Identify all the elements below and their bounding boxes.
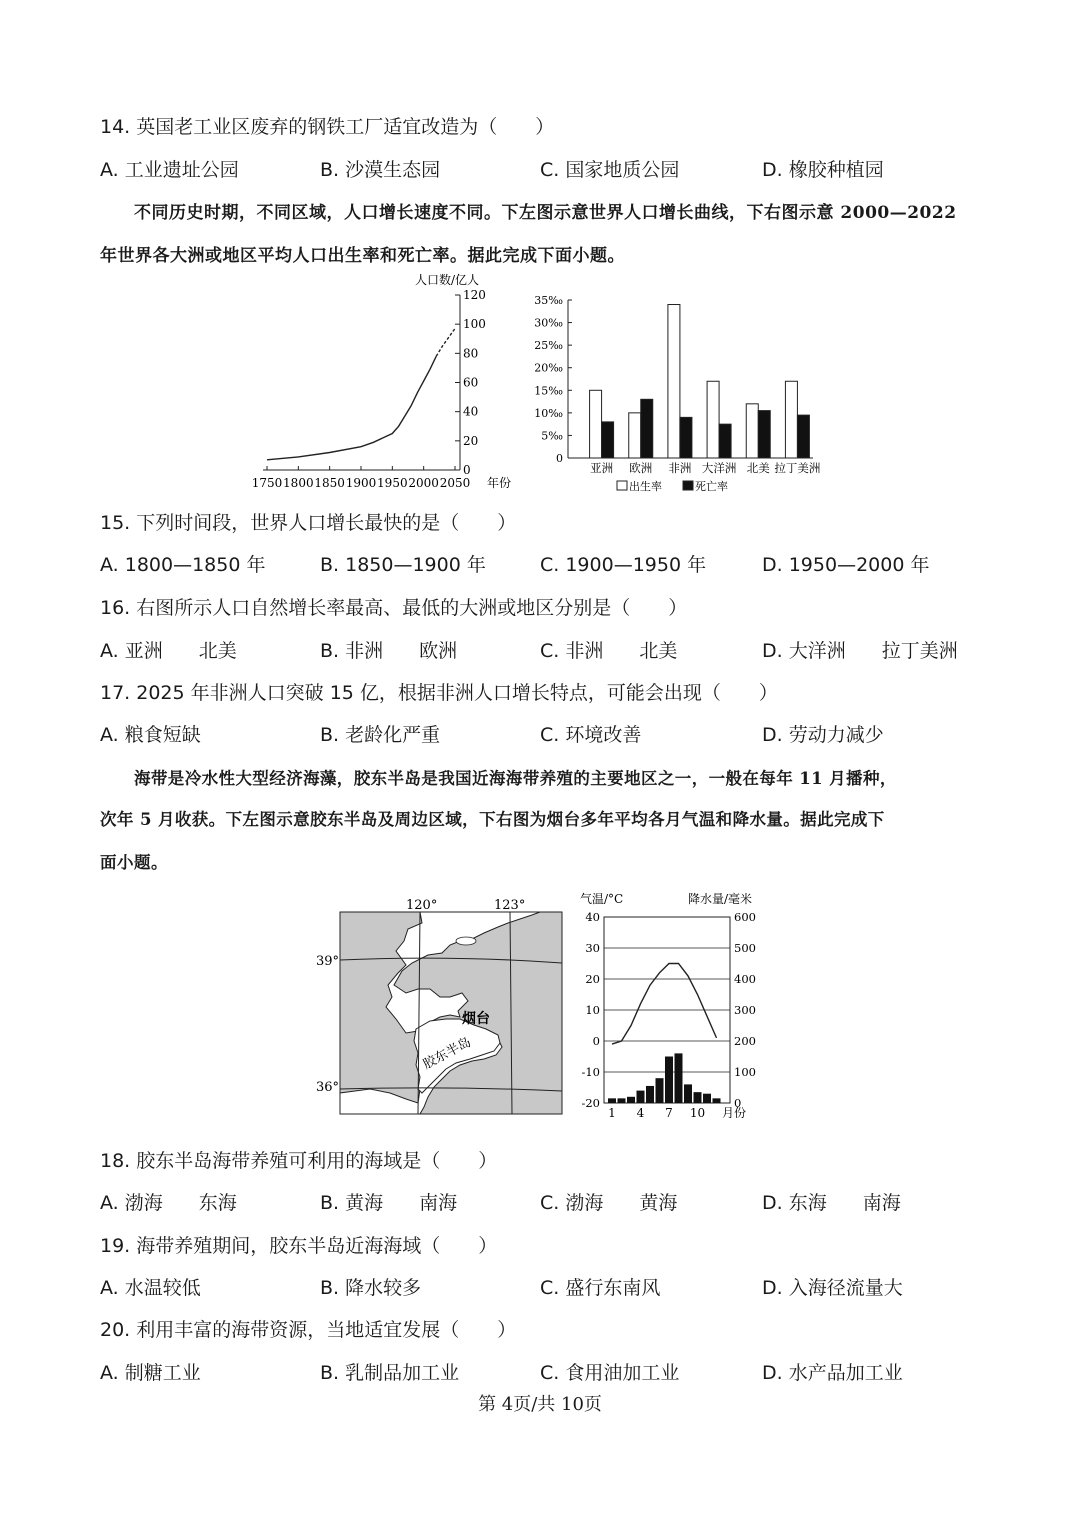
climate-temp-label: 气温/°C <box>580 892 624 906</box>
legend-birth-label: 出生率 <box>629 480 662 493</box>
q14-option-c: C. 国家地质公园 <box>540 159 680 181</box>
q18-option-d-part1: D. 东海 <box>762 1192 827 1214</box>
q19-stem: 19. 海带养殖期间，胶东半岛近海海域（ ） <box>100 1235 498 1257</box>
climate-precip-tick: 600 <box>734 910 756 924</box>
q16-option-b-part2: 欧洲 <box>419 640 458 662</box>
q16-option-a-part1: A. 亚洲 <box>100 640 163 662</box>
q20-option-d: D. 水产品加工业 <box>762 1362 903 1384</box>
q16-option-d-part2: 拉丁美洲 <box>881 640 958 662</box>
death-rate-bar <box>602 422 614 458</box>
rate-ytick-label: 25‰ <box>534 339 563 353</box>
legend-death-label: 死亡率 <box>695 480 728 493</box>
rate-ytick-label: 20‰ <box>534 361 563 375</box>
climate-precip-tick: 0 <box>734 1096 742 1110</box>
yantai-climate-chart <box>576 889 766 1124</box>
pop-ytick-label: 80 <box>463 346 479 361</box>
climate-precip-tick: 500 <box>734 941 756 955</box>
climate-month-tick: 4 <box>636 1106 645 1120</box>
q16-option-b <box>320 636 457 663</box>
birth-death-rate-chart <box>525 285 825 500</box>
intro2-line3: 面小题。 <box>100 853 168 872</box>
birth-rate-bar <box>746 404 758 458</box>
q18-option-a-part1: A. 渤海 <box>100 1192 163 1214</box>
climate-precip-tick: 200 <box>734 1034 756 1048</box>
q20-stem: 20. 利用丰富的海带资源，当地适宜发展（ ） <box>100 1319 517 1341</box>
q16-option-b-part1: B. 非洲 <box>320 640 384 662</box>
pop-xtick-label: 2050 <box>439 476 471 490</box>
death-rate-bar <box>758 411 770 458</box>
q14-option-a: A. 工业遗址公园 <box>100 159 239 181</box>
page-footer: 第 4页/共 10页 <box>478 1394 602 1415</box>
legend-birth-swatch <box>617 481 627 490</box>
jiaodong-map <box>310 893 568 1118</box>
rate-ytick-label: 35‰ <box>534 294 563 307</box>
precipitation-bar <box>656 1078 664 1103</box>
pop-ytick-label: 60 <box>463 375 479 390</box>
q16-option-a-part2: 北美 <box>198 640 237 662</box>
q16-option-c <box>540 636 677 663</box>
q20-option-a: A. 制糖工业 <box>100 1362 201 1384</box>
q16-option-c-part2: 北美 <box>639 640 678 662</box>
q15-option-c: C. 1900—1950 年 <box>540 554 707 576</box>
climate-precip-tick: 100 <box>734 1065 756 1079</box>
q19-option-b: B. 降水较多 <box>320 1277 422 1299</box>
q15-stem: 15. 下列时间段，世界人口增长最快的是（ ） <box>100 512 517 534</box>
pop-ytick-label: 120 <box>463 288 486 302</box>
climate-temp-tick: 40 <box>585 910 600 924</box>
rate-ytick-label: 10‰ <box>534 406 563 420</box>
q18-option-c-part2: 黄海 <box>639 1192 678 1214</box>
q19-option-a: A. 水温较低 <box>100 1277 201 1299</box>
birth-rate-bar <box>629 413 641 458</box>
birth-rate-bar <box>785 381 797 458</box>
climate-temp-tick: 10 <box>585 1003 600 1017</box>
climate-month-tick: 1 <box>608 1106 616 1120</box>
rate-category-label: 亚洲 <box>590 461 614 475</box>
pop-xtick-label: 1750 <box>251 476 283 490</box>
climate-temp-tick: 0 <box>592 1034 600 1048</box>
rate-ytick-label: 15‰ <box>534 384 563 398</box>
q17-option-d: D. 劳动力减少 <box>762 724 884 746</box>
climate-precip-label: 降水量/毫米 <box>688 892 753 906</box>
population-growth-chart <box>251 270 515 495</box>
precipitation-bar <box>703 1094 711 1103</box>
map-lat-39: 39° <box>316 954 340 969</box>
pop-ytick-label: 100 <box>463 317 486 332</box>
precipitation-bar <box>713 1098 721 1103</box>
pop-xtick-label: 1850 <box>314 476 345 490</box>
q15-option-a: A. 1800—1850 年 <box>100 554 266 576</box>
q19-option-c: C. 盛行东南风 <box>540 1277 661 1299</box>
q14-stem: 14. 英国老工业区废弃的钢铁工厂适宜改造为（ ） <box>100 116 555 138</box>
q16-option-a <box>100 636 237 663</box>
pop-xunit: 年份 <box>487 476 512 490</box>
q18-option-b-part2: 南海 <box>419 1192 458 1214</box>
precipitation-bar <box>608 1098 616 1103</box>
population-projection-curve <box>436 329 455 357</box>
q18-option-b <box>320 1188 457 1215</box>
q14-option-d: D. 橡胶种植园 <box>762 159 884 181</box>
map-lon-120: 120° <box>406 898 438 913</box>
precipitation-bar <box>637 1091 645 1103</box>
climate-month-tick: 10 <box>689 1106 706 1120</box>
precipitation-bar <box>675 1053 683 1103</box>
q17-option-b: B. 老龄化严重 <box>320 724 441 746</box>
climate-precip-tick: 300 <box>734 1003 756 1017</box>
pop-ylabel: 人口数/亿人 <box>415 273 480 287</box>
death-rate-bar <box>797 415 809 458</box>
population-curve <box>267 356 436 460</box>
climate-temp-tick: 20 <box>585 972 600 986</box>
pop-xtick-label: 1900 <box>345 476 377 490</box>
q18-option-a <box>100 1188 237 1215</box>
q16-option-c-part1: C. 非洲 <box>540 640 604 662</box>
q17-stem: 17. 2025 年非洲人口突破 15 亿，根据非洲人口增长特点，可能会出现（ ） <box>100 682 778 704</box>
rate-category-label: 非洲 <box>668 461 692 475</box>
map-lat-36: 36° <box>316 1080 340 1095</box>
rate-category-label: 拉丁美洲 <box>774 461 821 475</box>
q20-option-c: C. 食用油加工业 <box>540 1362 680 1384</box>
q18-stem: 18. 胶东半岛海带养殖可利用的海域是（ ） <box>100 1150 498 1172</box>
map-lon-123: 123° <box>494 898 526 913</box>
island <box>456 937 476 945</box>
intro2-line1: 海带是冷水性大型经济海藻，胶东半岛是我国近海海带养殖的主要地区之一，一般在每年 11 月播种， <box>134 769 897 788</box>
q18-option-c <box>540 1188 677 1215</box>
death-rate-bar <box>641 399 653 458</box>
q16-stem: 16. 右图所示人口自然增长率最高、最低的大洲或地区分别是（ ） <box>100 597 688 619</box>
pop-ytick-label: 20 <box>463 433 479 448</box>
climate-temp-tick: 30 <box>585 941 600 955</box>
q18-option-a-part2: 东海 <box>198 1192 237 1214</box>
climate-temp-tick: -20 <box>581 1096 600 1110</box>
precipitation-bar <box>684 1084 692 1103</box>
q17-option-c: C. 环境改善 <box>540 724 642 746</box>
q16-option-d <box>762 636 958 663</box>
q16-option-d-part1: D. 大洋洲 <box>762 640 846 662</box>
map-yantai-label: 烟台 <box>462 1011 490 1027</box>
intro2-line2: 次年 5 月收获。下左图示意胶东半岛及周边区域，下右图为烟台多年平均各月气温和降水量。据此完成下 <box>100 810 885 829</box>
pop-xtick-label: 2000 <box>408 476 439 490</box>
q14-option-b: B. 沙漠生态园 <box>320 159 441 181</box>
legend-death-swatch <box>683 481 693 490</box>
climate-temp-tick: -10 <box>581 1065 600 1079</box>
rate-category-label: 大洋洲 <box>701 461 737 475</box>
q18-option-d-part2: 南海 <box>862 1192 901 1214</box>
pop-ytick-label: 40 <box>463 404 479 419</box>
pop-xtick-label: 1800 <box>283 476 314 490</box>
q15-option-d: D. 1950—2000 年 <box>762 554 930 576</box>
rate-category-label: 北美 <box>746 461 770 475</box>
rate-ytick-label: 5‰ <box>541 429 563 443</box>
intro1-line2: 年世界各大洲或地区平均人口出生率和死亡率。据此完成下面小题。 <box>100 246 625 266</box>
birth-rate-bar <box>668 305 680 458</box>
rate-ytick-label: 0 <box>556 452 563 465</box>
q20-option-b: B. 乳制品加工业 <box>320 1362 460 1384</box>
precipitation-bar <box>618 1098 626 1103</box>
q19-option-d: D. 入海径流量大 <box>762 1277 903 1299</box>
precipitation-bar <box>665 1057 673 1104</box>
map-peninsula-label: 胶东半岛 <box>420 1034 474 1073</box>
q18-option-d <box>762 1188 901 1215</box>
birth-rate-bar <box>590 390 602 458</box>
q17-option-a: A. 粮食短缺 <box>100 724 201 746</box>
q15-option-b: B. 1850—1900 年 <box>320 554 486 576</box>
pop-ytick-label: 0 <box>463 463 471 477</box>
rate-ytick-label: 30‰ <box>534 316 563 330</box>
precipitation-bar <box>627 1097 635 1103</box>
death-rate-bar <box>719 424 731 458</box>
precipitation-bar <box>694 1092 702 1103</box>
birth-rate-bar <box>707 381 719 458</box>
q18-option-b-part1: B. 黄海 <box>320 1192 384 1214</box>
pop-xtick-label: 1950 <box>377 476 408 490</box>
death-rate-bar <box>680 417 692 458</box>
climate-month-tick: 7 <box>665 1106 673 1120</box>
climate-month-unit: 月份 <box>722 1106 747 1120</box>
intro1-line1: 不同历史时期，不同区域，人口增长速度不同。下左图示意世界人口增长曲线，下右图示意 2000—2022 <box>134 203 957 223</box>
rate-category-label: 欧洲 <box>629 461 653 475</box>
climate-precip-tick: 400 <box>734 972 756 986</box>
q18-option-c-part1: C. 渤海 <box>540 1192 604 1214</box>
precipitation-bar <box>646 1086 654 1103</box>
